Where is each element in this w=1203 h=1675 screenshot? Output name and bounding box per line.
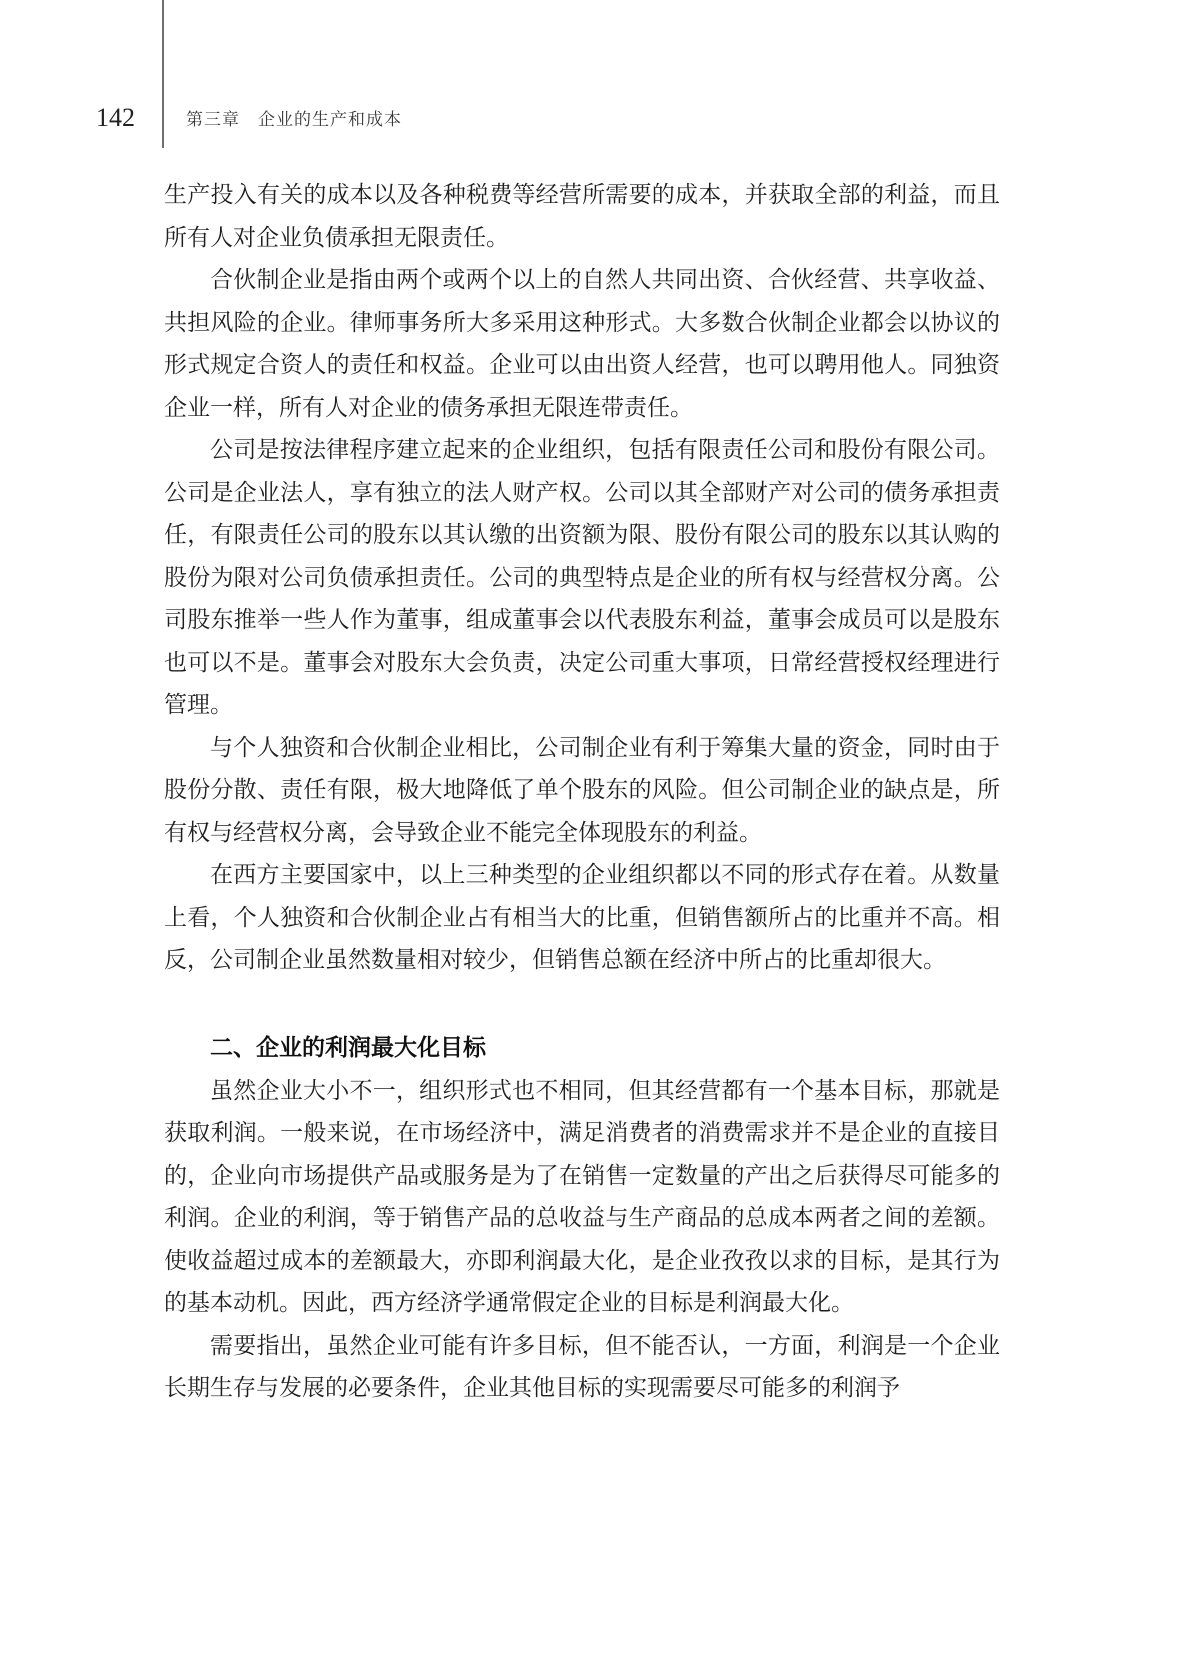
paragraph: 与个人独资和合伙制企业相比，公司制企业有利于筹集大量的资金，同时由于股份分散、责任有限，极大地降低了单个股东的风险。但公司制企业的缺点是，所有权与经营权分离，会导致企业不能完全体现股东的利益。 xyxy=(164,734,1000,846)
body-text xyxy=(164,174,1000,1410)
running-head: 第三章 企业的生产和成本 xyxy=(186,110,402,130)
paragraph: 虽然企业大小不一，组织形式也不相同，但其经营都有一个基本目标，那就是获取利润。一般来说，在市场经济中，满足消费者的消费需求并不是企业的直接目的，企业向市场提供产品或服务是为了在销售一定数量的产出之后获得尽可能多的利润。企业的利润，等于销售产品的总收益与生产商品的总成本两者之间的差额。使收益超过成本的差额最大，亦即利润最大化，是企业孜孜以求的目标，是其行为的基本动机。因此，西方经济学通常假定企业的目标是利润最大化。 xyxy=(164,1077,1000,1316)
paragraph: 合伙制企业是指由两个或两个以上的自然人共同出资、合伙经营、共享收益、共担风险的企业。律师事务所大多采用这种形式。大多数合伙制企业都会以协议的形式规定合资人的责任和权益。企业可以由出资人经营，也可以聘用他人。同独资企业一样，所有人对企业的债务承担无限连带责任。 xyxy=(164,267,1000,421)
header-divider xyxy=(162,0,164,148)
paragraphs-before-heading xyxy=(164,174,1000,982)
page-number: 142 xyxy=(96,103,135,132)
section-heading: 二、企业的利润最大化目标 xyxy=(210,1034,486,1061)
paragraph: 在西方主要国家中，以上三种类型的企业组织都以不同的形式存在着。从数量上看，个人独资和合伙制企业占有相当大的比重，但销售额所占的比重并不高。相反，公司制企业虽然数量相对较少，但销售总额在经济中所占的比重却很大。 xyxy=(164,862,1000,973)
paragraphs-after-heading xyxy=(164,1070,1000,1410)
paragraph: 需要指出，虽然企业可能有许多目标，但不能否认，一方面，利润是一个企业长期生存与发展的必要条件，企业其他目标的实现需要尽可能多的利润予 xyxy=(164,1332,1000,1401)
paragraph: 生产投入有关的成本以及各种税费等经营所需要的成本，并获取全部的利益，而且所有人对企业负债承担无限责任。 xyxy=(164,182,1000,251)
paragraph: 公司是按法律程序建立起来的企业组织，包括有限责任公司和股份有限公司。公司是企业法人，享有独立的法人财产权。公司以其全部财产对公司的债务承担责任，有限责任公司的股东以其认缴的出资额为限、股份有限公司的股东以其认购的股份为限对公司负债承担责任。公司的典型特点是企业的所有权与经营权分离。公司股东推举一些人作为董事，组成董事会以代表股东利益，董事会成员可以是股东也可以不是。董事会对股东大会负责，决定公司重大事项，日常经营授权经理进行管理。 xyxy=(164,437,1000,718)
